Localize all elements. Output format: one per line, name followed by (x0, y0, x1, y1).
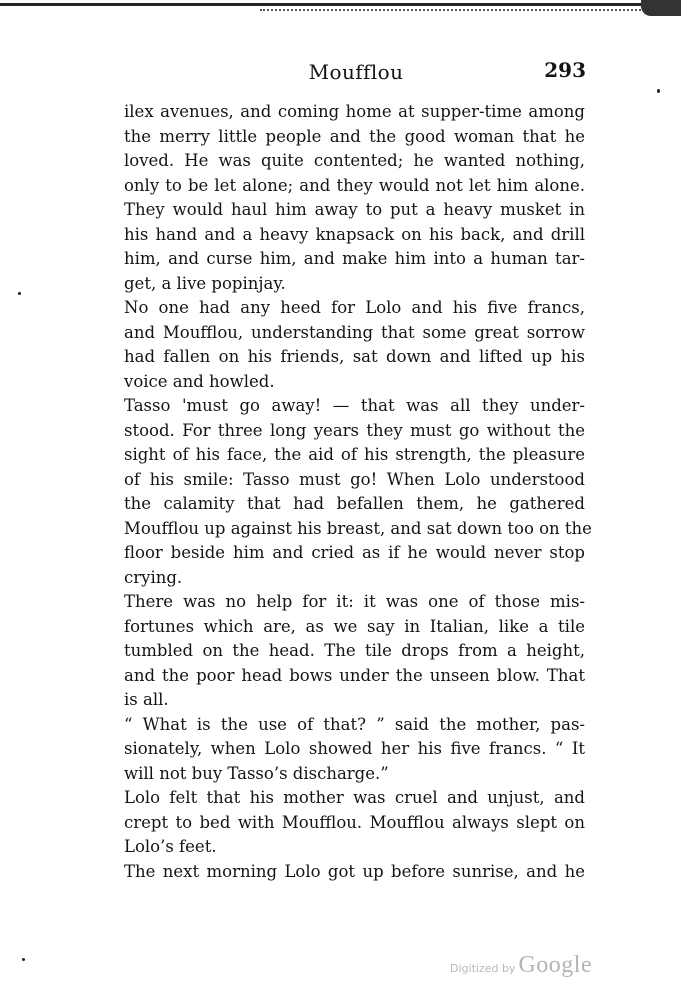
text-line: is all. (124, 690, 169, 709)
text-line: crept to bed with Moufflou. Moufflou always slept on (124, 812, 585, 832)
text-line: loved. He was quite contented; he wanted nothing, (124, 151, 585, 170)
ink-speck (657, 89, 660, 93)
text-line: sionately, when Lolo showed her his five francs. “ It (124, 739, 585, 758)
text-line: fortunes which are, as we say in Italian, like a tile (124, 616, 585, 636)
page-header (126, 56, 586, 90)
text-line: will not buy Tasso’s discharge.” (124, 763, 389, 783)
text-line: Tasso 'must go away! — that was all they under- (124, 396, 585, 415)
text-line: stood. For three long years they must go without the (124, 420, 585, 440)
text-line: tumbled on the head. The tile drops from a height, (124, 641, 585, 660)
text-line: and the poor head bows under the unseen blow. That (124, 665, 585, 685)
google-logo: Google (518, 952, 593, 978)
text-line: get, a live popinjay. (124, 273, 286, 293)
top-corner-smudge (641, 0, 681, 16)
watermark-prefix: Digitized by (450, 962, 516, 975)
text-line: No one had any heed for Lolo and his five francs, (124, 298, 585, 317)
text-line: had fallen on his friends, sat down and lifted up his (124, 347, 585, 366)
text-line: voice and howled. (124, 371, 275, 391)
text-line: the merry little people and the good woman that he (124, 126, 585, 146)
top-dotted-rule (260, 9, 681, 11)
page-number: 293 (544, 58, 586, 82)
text-line: of his smile: Tasso must go! When Lolo understood (124, 469, 585, 489)
text-line: Lolo’s feet. (124, 837, 217, 856)
digitized-by-google-watermark (450, 952, 600, 986)
text-line: ilex avenues, and coming home at supper-time among (124, 102, 585, 121)
ink-speck (22, 958, 25, 961)
top-rule (0, 3, 681, 6)
text-line: crying. (124, 567, 183, 587)
text-line: and Moufflou, understanding that some great sorrow (124, 322, 585, 342)
text-line: There was no help for it: it was one of those mis- (124, 592, 585, 611)
text-line: only to be let alone; and they would not let him alone. (124, 175, 585, 195)
text-line: The next morning Lolo got up before sunrise, and he (124, 861, 585, 881)
ink-speck (18, 292, 21, 295)
text-line: sight of his face, the aid of his strength, the pleasure (124, 445, 585, 464)
text-line: him, and curse him, and make him into a human tar- (124, 249, 585, 268)
page-top-edge (0, 0, 681, 18)
text-line: “ What is the use of that? ” said the mother, pas- (124, 714, 585, 734)
running-head: Moufflou (308, 60, 404, 84)
text-line: floor beside him and cried as if he would never stop (124, 543, 585, 562)
text-line: the calamity that had befallen them, he gathered (124, 494, 585, 513)
text-line: his hand and a heavy knapsack on his back, and drill (124, 224, 585, 244)
text-line: Lolo felt that his mother was cruel and unjust, and (124, 788, 585, 807)
text-line: They would haul him away to put a heavy musket in (124, 200, 585, 219)
text-line: Moufflou up against his breast, and sat down too on the (124, 518, 592, 538)
body-text (124, 100, 592, 884)
